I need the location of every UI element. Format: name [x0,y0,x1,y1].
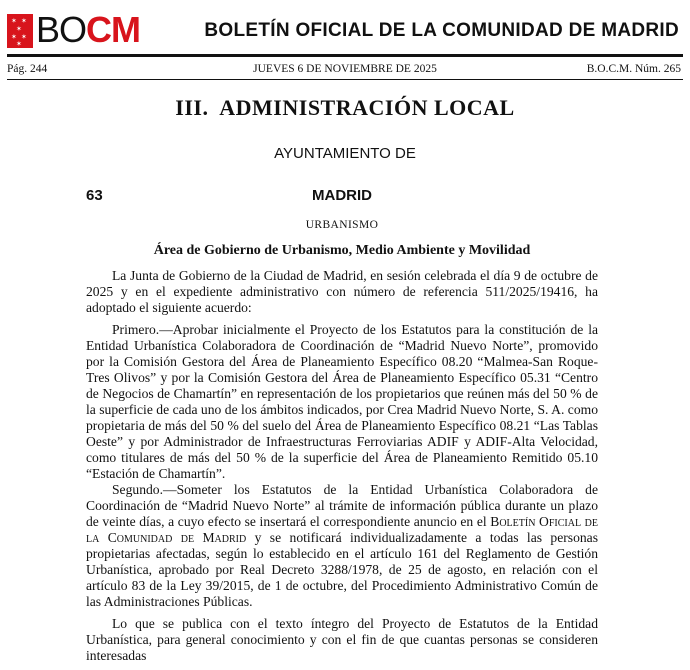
bulletin-reference: Boletín Oficial de la Comunidad de Madrid [86,514,598,545]
paragraph-intro: La Junta de Gobierno de la Ciudad de Madrid, en sesión celebrada el día 9 de octubre de 2025 y en el expediente administrativo con número de referencia 511/2025/19416, ha adoptado el siguiente acuerdo: [86,268,598,315]
header-rule [7,54,683,57]
area-heading: Área de Gobierno de Urbanismo, Medio Ambiente y Movilidad [153,243,531,258]
madrid-flag-icon: ✶ ✶ ✶ ✶ ✶ ✶ [7,14,33,48]
issue-number: B.O.C.M. Núm. 265 [586,63,681,75]
document-body [86,268,598,670]
city-heading: MADRID [312,187,372,204]
meta-rule [7,79,683,80]
logo-wordmark: BOCM [36,9,141,50]
issue-date: JUEVES 6 DE NOVIEMBRE DE 2025 [253,63,437,75]
bocm-logo [7,10,140,50]
bulletin-title: BOLETÍN OFICIAL DE LA COMUNIDAD DE MADRID [204,20,679,41]
paragraph-primero: Primero.—Aprobar inicialmente el Proyecto de los Estatutos para la constitución de la Entidad Urbanística Colaboradora de Coordinación de “Madrid Nuevo Norte”, promovido por la Comisión Gestora del Área de Planeamiento Específico 08.20 “Malmea-San Roque-Tres Olivos” y por la Comisión Gestora del Área de Planeamiento Específico 05.31 “Centro de Negocios de Chamartín” en representación de los propietarios que reúnen más del 50 % de la superficie de cada uno de los ámbitos indicados, por Crea Madrid Nuevo Norte, S. A. como propietaria de más del 50 % del suelo del Área de Planeamiento Específico 08.21 “Las Tablas Oeste” y por Administrador de Infraestructuras Ferroviarias ADIF y ADIF-Alta Velocidad, como titulares de más del 50 % de la superficie del Área de Planeamiento Remitido 05.10 “Estación de Chamartín”. [86,322,598,481]
paragraph-publication: Lo que se publica con el texto íntegro del Proyecto de Estatutos de la Entidad Urbanística, para general conocimiento y con el fin de que cuantas personas se consideren interesadas [86,616,598,663]
page-header [7,10,683,50]
ayuntamiento-label: AYUNTAMIENTO DE [274,145,416,162]
section-title: III. ADMINISTRACIÓN LOCAL [175,95,515,120]
page-number: Pág. 244 [7,63,48,75]
paragraph-segundo: Segundo.—Someter los Estatutos de la Entidad Urbanística Colaboradora de Coordinación de “Madrid Nuevo Norte” al trámite de información pública durante un plazo de veinte días, a cuyo efecto se insertará el correspondiente anuncio en el Boletín Oficial de la Comunidad de Madrid y se notificará individualizadamente a todas las personas propietarias afectadas, según lo establecido en el artículo 161 del Reglamento de Gestión Urbanística, aprobado por Real Decreto 3288/1978, de 25 de agosto, en relación con el artículo 83 de la Ley 39/2015, de 1 de octubre, del Procedimiento Administrativo Común de las Administraciones Públicas. [86,482,598,609]
entry-number: 63 [86,187,103,204]
topic-label: URBANISMO [305,219,379,231]
